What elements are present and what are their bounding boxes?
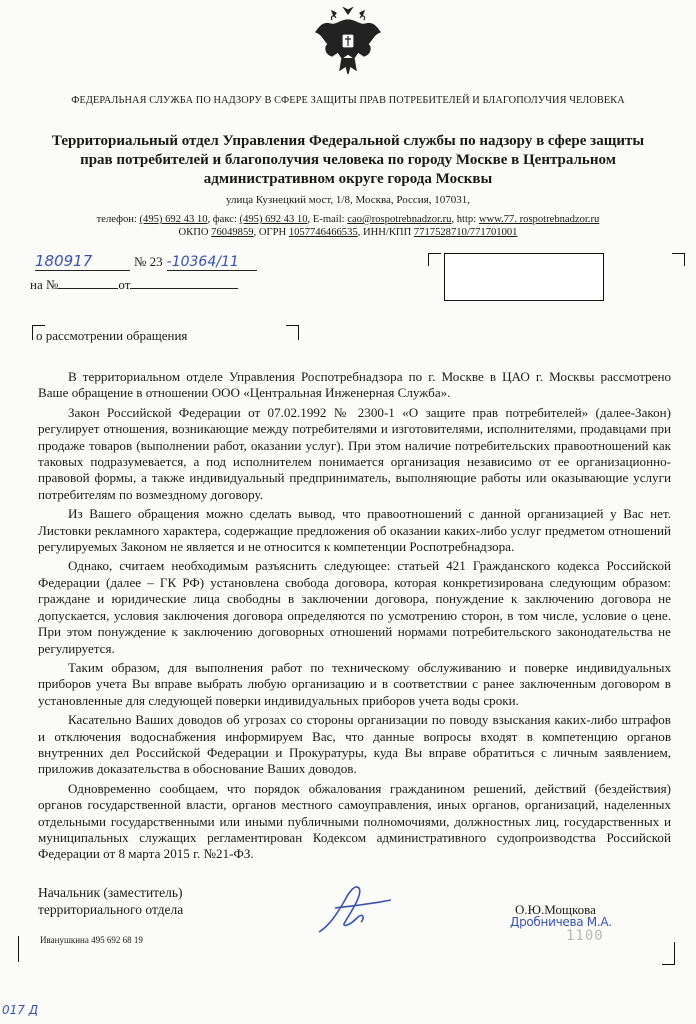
fax-label: , факс: [207,214,240,225]
reference-number-label: на № [30,277,59,292]
signatory-title-line-1: Начальник (заместитель) [38,885,183,900]
ogrn-value: 1057746466535 [288,227,358,238]
letter-body [38,369,671,866]
addressee-redaction-box [444,253,604,301]
signatory-title [38,884,183,918]
inn-label: , ИНН/КПП [357,227,414,238]
email-label: , E-mail: [307,214,348,225]
footer-mark-left [18,936,20,962]
document-number-stamp: 1100 [566,928,604,944]
ogrn-label: , ОГРН [253,227,289,238]
office-title: Территориальный отдел Управления Федеральной службы по надзору в сфере защиты прав потребителей и благополучия человека по городу Москве в Центральном административном округе города Москвы [51,133,645,187]
signer-name: О.Ю.Мощкова [515,902,596,917]
inn-value: 7717528710/771701001 [413,227,518,238]
okpo-value: 76049859 [211,227,254,238]
email-link[interactable]: cao@rospotrebnadzor.ru [347,214,452,225]
addressee-corner-tl [428,253,441,266]
paragraph: Закон Российской Федерации от 07.02.1992 № 2300-1 «О защите прав потребителей» (далее-Закон) регулирует отношения, возникающие между потребителями и изготовителями, исполнителями, продавцами при продаже товаров (выполнении работ, оказании услуг). При этом наличие потребительских правоотношений как таковых подразумевается, а под исполнителем понимается организация независимо от ее организационно-правовой формы, а также индивидуальный предприниматель, выполняющие работы или оказывающие услуги потребителям по возмездному договору. [38,404,671,502]
registration-number-label: № 23 [134,254,163,269]
contact-line-2 [40,226,656,239]
contact-line-1 [40,213,656,226]
website-link[interactable]: www.77. rospotrebnadzor.ru [478,214,600,225]
reference-date-label: от [118,277,131,292]
margin-note: 017 Д [2,1003,39,1017]
office-address: улица Кузнецкий мост, 1/8, Москва, Россия, 107031, [226,194,470,206]
addressee-corner-tr [672,253,685,266]
fax-number: (495) 692 43 10 [239,214,308,225]
coat-of-arms-emblem [310,6,386,78]
agency-name: ФЕДЕРАЛЬНАЯ СЛУЖБА ПО НАДЗОРУ В СФЕРЕ ЗАЩИТЫ ПРАВ ПОТРЕБИТЕЛЕЙ И БЛАГОПОЛУЧИЯ ЧЕЛОВЕКА [71,95,625,106]
signatory-title-line-2: территориального отдела [38,902,184,917]
subject-corner-right [286,325,299,340]
executor-stamp: Дробничева М.А. [510,915,612,929]
paragraph: В территориальном отделе Управления Роспотребнадзора по г. Москве в ЦАО г. Москвы рассмотрено Ваше обращение в отношении ООО «Центральная Инженерная Служба». [38,369,671,401]
phone-number: (495) 692 43 10 [139,214,208,225]
paragraph: Однако, считаем необходимым разъяснить следующее: статьей 421 Гражданского кодекса Российской Федерации (далее – ГК РФ) установлена свобода договора, которая конкретизирована следующим образом: граждане и юридические лица свободны в заключении договора, понуждение к заключению договора не допускается, условия заключения договора определяются по усмотрению сторон, в том числе, условие о цене. При этом понуждение к заключению договорных отношений нормами потребительского законодательства не регулируется. [38,558,671,656]
paragraph: Из Вашего обращения можно сделать вывод, что правоотношений с данной организацией у Вас нет. Листовки рекламного характера, содержащие предложения об оказании каких-либо услуг предметом отношений регулируемых Законом не является и не относится к компетенции Роспотребнадзора. [38,506,671,555]
subject-line: о рассмотрении обращения [36,328,188,343]
registration-row [35,252,335,278]
paragraph: Одновременно сообщаем, что порядок обжалования гражданином решений, действий (бездействия) органов государственной власти, органов местного самоуправления, иных органов, организаций, наделенных отдельными государственными или иными публичными полномочиями, должностных лиц, государственных и муниципальных служащих регламентирован Кодексом административного судопроизводства Российской Федерации от 8 марта 2015 г. №21-ФЗ. [38,780,671,862]
paragraph: Таким образом, для выполнения работ по техническому обслуживанию и поверке индивидуальных приборов учета Вы вправе выбрать любую организацию и в соответствии с ранее заключенным договором в установленные для следующей поверки индивидуальных приборов учета воды сроки. [38,659,671,708]
paragraph: Касательно Ваших доводов об угрозах со стороны организации по поводу взыскания каких-либо штрафов и отключения водоснабжения информируем Вас, что данные вопросы входят в компетенцию органов внутренних дел Российской Федерации и Прокуратуры, куда Вы вправе обратиться с личным заявлением, приложив доказательства в обоснование Ваших доводов. [38,712,671,777]
footer-mark-right [662,942,675,965]
handwritten-signature [315,878,395,938]
registration-date: 180917 [35,252,130,271]
reference-date-line [130,276,238,289]
contact-info [40,213,656,239]
okpo-label: ОКПО [178,227,212,238]
reference-row [30,276,330,296]
registration-number: -10364/11 [167,254,257,271]
phone-label: телефон: [96,214,140,225]
reference-number-line [58,276,118,289]
http-label: , http: [451,214,479,225]
executor-contact: Иванушкина 495 692 68 19 [40,935,143,945]
